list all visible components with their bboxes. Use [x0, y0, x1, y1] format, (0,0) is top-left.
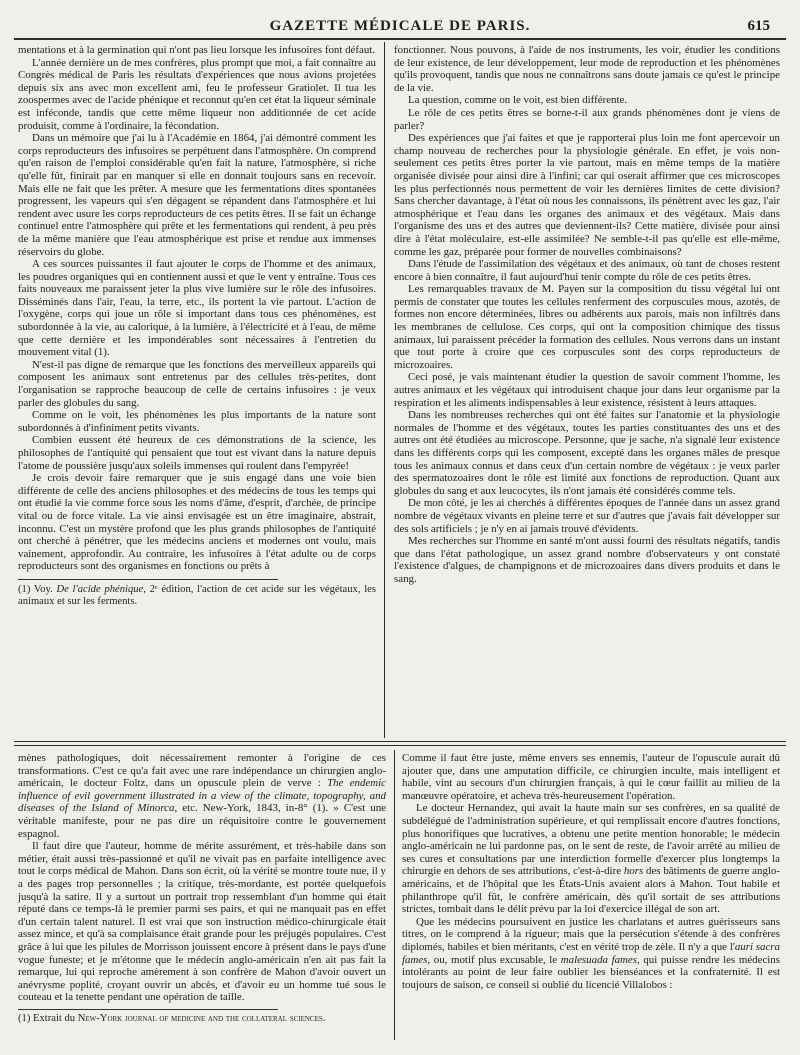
header-rule: [14, 38, 786, 40]
text-run: des bâtiments de guerre anglo-américains, et de l'hôpital que les États-Unis avaient alors à Mahon. Tout habile et philanthrope qu'il fût, le confrère américain, dès qu'il sortait de ses attributions strictes, tombait dans le délit prévu par la loi d'exercice illégal de son art.: [402, 865, 780, 916]
paragraph: La question, comme on le voit, est bien différente.: [408, 94, 628, 107]
paragraph: Comme on le voit, les phénomènes les plus importants de la nature sont subordonnés à d'infiniment petits vivants.: [18, 409, 376, 434]
lower-right-column: [402, 752, 780, 1042]
paragraph: Dans l'étude de l'assimilation des végétaux et des animaux, où tant de choses restent encore à bien connaître, il faut aujourd'hui tenir compte du rôle de ces petits êtres.: [394, 258, 780, 283]
lower-left-column: [18, 752, 386, 1042]
paragraph: Ceci posé, je vais maintenant étudier la question de savoir comment l'homme, les autres animaux et les végétaux qui introduisent chaque jour dans leur organisme par la respiration et les aliments indispensables à leur existence, résistent à leurs attaques.: [394, 371, 780, 409]
upper-left-column: [18, 44, 376, 736]
paragraph: De mon côté, je les ai cherchés à différentes époques de l'année dans un assez grand nombre de végétaux vivants en pleine terre et sur d'autres que j'avais fait développer sur des sols artificiels ; je n'y en ai jamais trouvé d'évidents.: [394, 497, 780, 535]
page-header: [14, 10, 786, 38]
text-run: Que les médecins poursuivent en justice les charlatans et autres guérisseurs sans titres, on le comprend à la rigueur; mais que la persécution s'étende à des confrères diplomés, habiles et bien méritants, c'est en vérité trop de zèle. Il n'y a que l': [402, 915, 780, 953]
section-divider-bottom: [14, 745, 786, 746]
paragraph: Combien eussent été heureux de ces démonstrations de la science, les philosophes de l'antiquité qui pensaient que tout est vivant dans la nature depuis l'atome de poussière jusqu'aux soleils immenses qui roulent dans l'empyrée!: [18, 434, 376, 472]
paragraph: [402, 802, 780, 915]
book-title: The endemic influence of evil government illustrated in a view of the climate, topography, and diseases of the Island of Minorca: [18, 777, 386, 815]
footnote-rest: , 2ᵉ édition, l'action de cet acide sur les végétaux, les animaux et sur les ferments.: [18, 583, 376, 608]
text-run: Le docteur Hernandez, qui avait la haute main sur ses confrères, en sa qualité de subdélégué de l'administration supérieure, et qui remplissait encore d'autres fonctions, plus honorifiques que lucratives, a obtenu une petite mention honorable; le médecin anglo-américain ne lui pardonne pas, on le sent de reste, de l'avoir arrêté au milieu de ses cures et consultations par une interdiction formelle d'exercer plus longtemps la chirurgie en dehors de ses attributions, c'est-à-dire: [402, 802, 780, 878]
upper-column-divider: [384, 42, 385, 738]
text-run: , etc. New-York, 1843, in-8° (1). » C'est une véritable manifeste, pour ne pas dire un réquisitoire contre le gouvernement espagnol.: [18, 802, 386, 840]
text-run: mènes pathologiques, doit nécessairement remonter à l'origine de ces transformations. C'est ce qu'a fait avec une rare indépendance un chirurgien anglo-américain, le docteur Foltz, dans un opuscule plein de verve :: [18, 752, 386, 790]
page-number: 615: [747, 18, 770, 34]
running-title: GAZETTE MÉDICALE DE PARIS.: [269, 18, 531, 34]
lower-column-divider: [394, 750, 395, 1040]
journal-title: New-York journal of medicine and the collateral sciences.: [77, 1012, 326, 1024]
paragraph: mentations et à la germination qui n'ont pas lieu lorsque les infusoires font défaut.: [18, 44, 376, 56]
paragraph: Dans un mémoire que j'ai lu à l'Académie en 1864, j'ai démontré comment les corps reproducteurs des infusoires se perpétuent dans l'atmosphère. On comprend qu'en raison de l'emploi considérable qu'en fait la nature, l'atmosphère, si riche qu'elle fût, finirait par en manquer si elle en donnait toujours sans en recevoir. Mais elle ne fait que les prêter. A mesure que les fermentations dites spontanées progressent, les vapeurs qui s'en dégagent se répandent dans l'atmosphère et lui rendent avec usure les corps reproducteurs de ces petits êtres. Il se fait un échange continuel entre l'atmosphère qui prête et les fermentations qui rendent, à peu près de la même manière que l'eau atmosphérique est prise et rendue aux immenses réservoirs du globe.: [18, 132, 376, 258]
paragraph: Il faut dire que l'auteur, homme de mérite assurément, et très-habile dans son métier, était aussi très-passionné et qu'il ne vivait pas en parfaite intelligence avec tout le corps médical de Mahon. Dans son écrit, où la vérité se montre toute nue, il y a des pages trop personnelles ; la critique, très-mordante, est portée quelquefois jusqu'à la satire. Il y a surtout un portrait trop ressemblant d'un homme qui était réputé dans ce temps-là le premier parmi ses pairs, et qui ne manquait pas en effet d'un certain talent naturel. Il est vrai que son instruction médico-chirurgicale était assez mince, et qu'à sa complaisance était grande pour les préjugés populaires. C'est grâce à lui que les pilules de Morrisson jouissent encore à présent dans le pays d'une vogue funeste; et je m'étonne que le médecin anglo-américain n'en ait pas fait la remarque, lui qui reproche amèrement à son confrère de Mahon d'avoir ouvert un anévrysme poplité, croyant ouvrir un abcès, et d'avoir eu un homme tué sous le couteau et la tenette pendant une opération de taille.: [18, 840, 386, 1004]
paragraph: L'année dernière un de mes confrères, plus prompt que moi, a fait connaître au Congrès médical de Paris les résultats d'expériences que nous avions projetées depuis six ans avec mon excellent ami, feu le professeur Gratiolet. Il tua les zoospermes avec de l'acide phénique et reconnut qu'en cet état la liqueur séminale est inféconde, tandis que cette même liqueur non additionnée de cet acide produisit, comme à l'ordinaire, la fécondation.: [18, 56, 376, 132]
section-divider-top: [14, 741, 786, 742]
paragraph: [18, 752, 386, 840]
text-run: , ou, motif plus excusable, le: [427, 953, 561, 966]
paragraph: Je crois devoir faire remarquer que je suis engagé dans une voie bien différente de celle des anciens philosophes et des médecins de tous les temps qui ont étudié la vie comme force sous les noms d'âme, d'esprit, d'archée, de principe vital ou de force vitale. La vie ainsi envisagée est un être imaginaire, abstrait, inconnu. C'est un mystère profond que les plus grands philosophes de l'antiquité ont cherché à pénétrer, que les médecins anciens et modernes ont voulu, mais vainement, approfondir. Au contraire, les infusoires à l'état adulte ou de corps reproducteurs sont des organismes en fonctions ou prêts à: [18, 472, 376, 573]
footnote: [18, 584, 376, 609]
paragraph: Le rôle de ces petits êtres se borne-t-il aux grands phénomènes dont je viens de parler?: [394, 106, 780, 132]
paragraph: Dans les nombreuses recherches qui ont été faites sur l'anatomie et la physiologie normales de l'homme et des végétaux, toutes les parties constituantes des uns et des autres ont été étudiées au microscope. Personne, que je sache, n'a signalé leur existence dans les différents corps qui les composent, excepté dans les organes mâles de presque tous les animaux connus et dans ceux d'un certain nombre de végétaux : je veux parler des spermatozoaires dont le rôle est limité aux fonctions de reproduction. Quant aux globules du sang et aux leucocytes, ils n'ont jamais été considérés comme tels.: [394, 409, 780, 497]
footnote-title: De l'acide phénique: [56, 583, 144, 595]
paragraph: Comme il faut être juste, même envers ses ennemis, l'auteur de l'opuscule aurait dû ajouter que, dans une amputation difficile, ce chirurgien inculte, mais intelligent et habile, vint au secours d'un chirurgien français, à qui le cœur faillit au milieu de la manœuvre opératoire, et acheva très-heureusement l'opération.: [402, 752, 780, 802]
paragraph: Les remarquables travaux de M. Payen sur la composition du tissu végétal lui ont permis de constater que toutes les cellules renferment des corpuscules mous, azotés, de formes non encore déterminées, libres ou adhérents aux parois, mais non infiltrés dans les membranes de cellulose. Ces corps, qui ont la composition chimique des tissus animaux, lui paraissent précéder la formation des cellules. Nous verrons dans un instant que tout porte à croire que ces corpuscules sont des corps reproducteurs de microzoaires.: [394, 283, 780, 371]
latin-quote: auri sacra fames: [402, 940, 780, 966]
footnote-rule: [18, 1009, 278, 1010]
text-run: , qui puisse rendre les médecins intolérants au point de leur faire oublier les bienséances et la confraternité. Il est toujours de saison, ce conseil si oublié du licencié Villalobos :: [402, 953, 780, 991]
paragraph: fonctionner. Nous pouvons, à l'aide de nos instruments, les voir, étudier les conditions de leur existence, de leur développement, leur mode de reproduction et les phénomènes qu'ils provoquent, tandis que nous ne connaîtrons sans doute jamais ce qu'est le principe de la vie.: [394, 44, 780, 94]
emphasis: hors: [623, 865, 644, 878]
footnote-rule: [18, 579, 278, 580]
paragraph: A ces sources puissantes il faut ajouter le corps de l'homme et des animaux, les poudres organiques qui en contiennent aussi et que le vent y entraîne. Tous ces faits nouveaux me paraissent jeter la plus vive lumière sur le rôle des infusoires. Disséminés dans l'air, l'eau, la terre, etc., ils portent la vie partout. L'action de l'oxygène, corps qui joue un rôle si important dans tous ces phénomènes, est subordonnée à la vie, au calorique, à la lumière, à l'électricité et à l'eau, de même que cette dernière et les impondérables sont nécessaires à l'entretien du mouvement vital (1).: [18, 258, 376, 359]
latin-quote: malesuada fames: [560, 953, 637, 966]
paragraph: Des expériences que j'ai faites et que je rapporterai plus loin me font apercevoir un champ nouveau de recherches pour la physiologie générale. En effet, je vois non-seulement ces petits êtres porter la vie partout, mais en même temps de la matière organisée divisée pour ainsi dire à l'infini; car qui oserait affirmer que ces microscopes les plus perfectionnés nous permettent de voir les dernières limites de cette division? Sans chercher davantage, à l'état où nous les connaissons, ils pénètrent avec les gaz, l'air atmosphérique et l'eau dans les organes des animaux et des végétaux. Mais dans l'organisme des uns et des autres que deviennent-ils? Cette matière, divisée pour ainsi dire à l'état moléculaire, est-elle assimilée? Ne semble-t-il pas qu'elle est elle-même, comme les gaz, préparée pour former de nouvelles combinaisons?: [394, 132, 780, 258]
footnote-lead: (1) Extrait du: [18, 1012, 78, 1024]
footnote-lead: (1) Voy.: [18, 583, 57, 595]
paragraph: Mes recherches sur l'homme en santé m'ont aussi fourni des résultats négatifs, tandis que dans l'état pathologique, un assez grand nombre d'observateurs y ont constaté l'existence d'algues, de champignons et de microzoaires dans divers produits et dans le sang.: [394, 535, 780, 585]
footnote: [18, 1013, 386, 1025]
paragraph: N'est-il pas digne de remarque que les fonctions des merveilleux appareils qui composent les animaux sont entretenus par des cellules très-petites, dont l'organisation se rapproche beaucoup de celle de certains infusoires : je veux parler des globules du sang.: [18, 358, 376, 409]
paragraph: [402, 916, 780, 992]
upper-right-column: [394, 44, 780, 736]
